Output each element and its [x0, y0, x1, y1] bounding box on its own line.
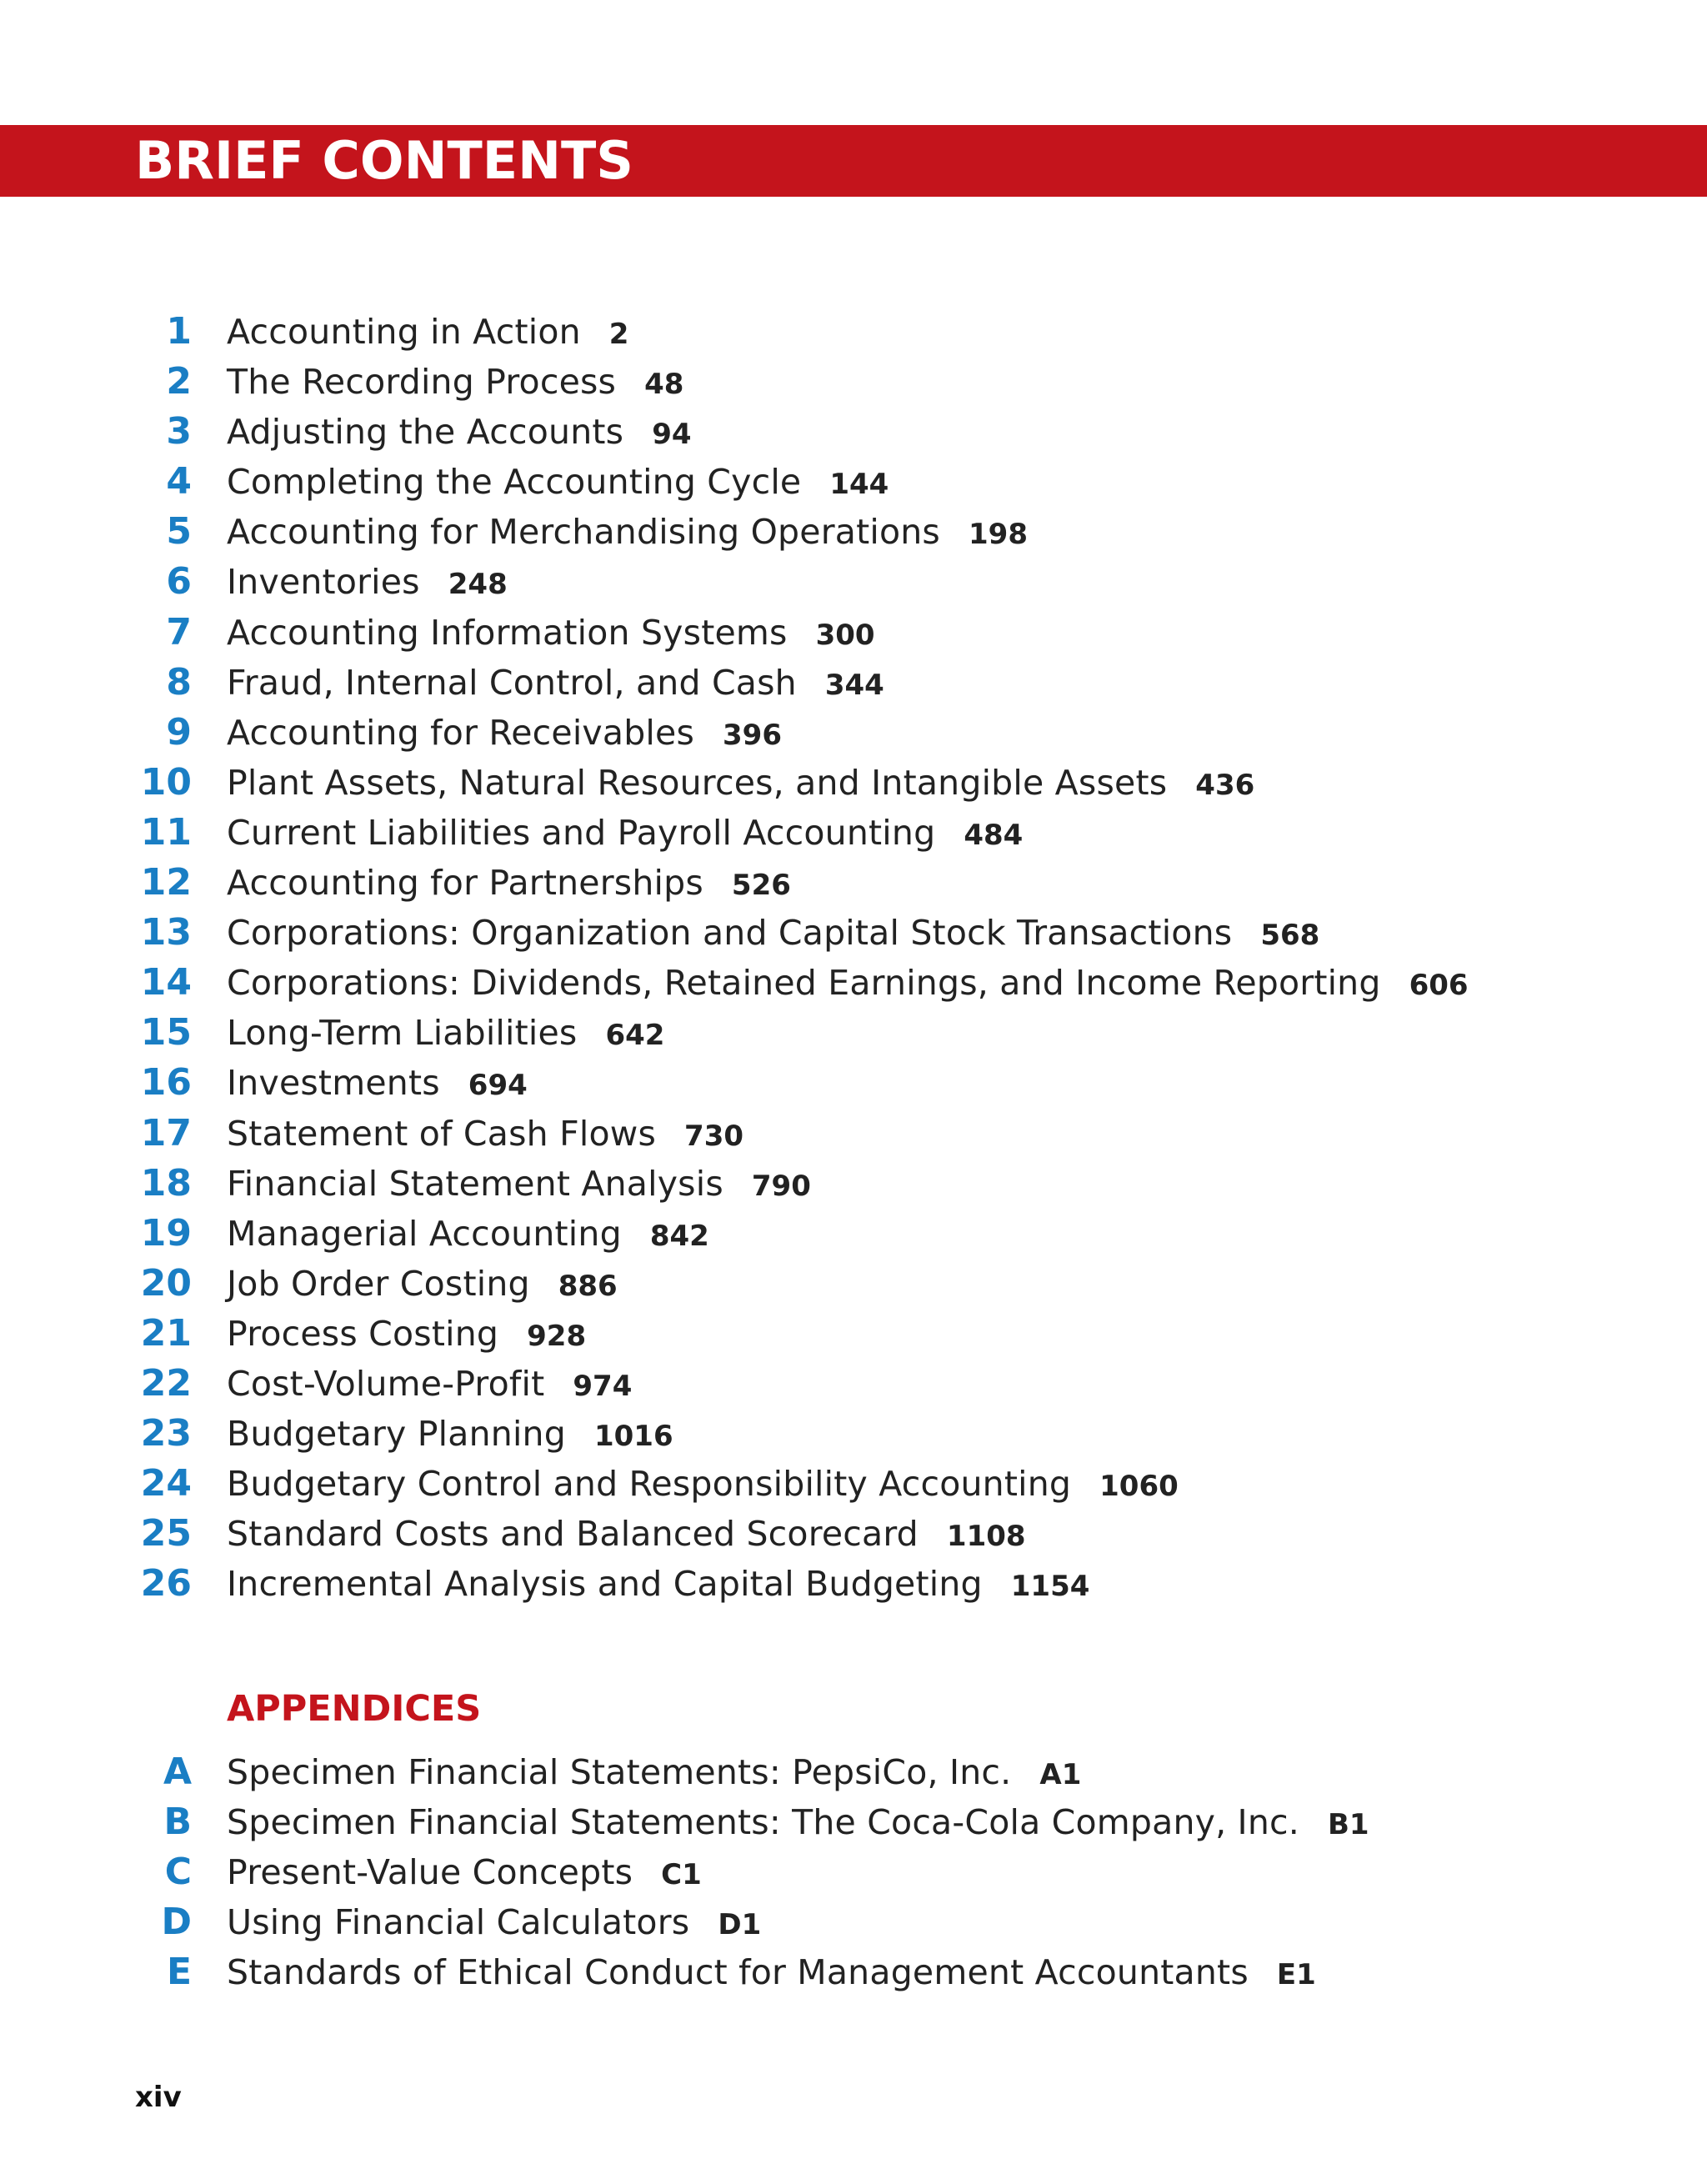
chapter-row-title: Investments	[227, 1063, 440, 1104]
chapter-row-entry	[227, 1509, 1026, 1566]
appendix-row-number: D	[161, 1901, 192, 1944]
chapter-row[interactable]	[0, 958, 1707, 1008]
chapter-row-entry	[227, 1008, 664, 1065]
chapter-row-title: Managerial Accounting	[227, 1213, 622, 1254]
appendix-row-title: Using Financial Calculators	[227, 1902, 690, 1943]
appendix-row[interactable]	[0, 1797, 1707, 1847]
chapter-row-number: 18	[140, 1161, 192, 1205]
appendix-row-entry	[227, 1797, 1369, 1855]
chapter-row-entry	[227, 958, 1469, 1015]
chapter-row-entry	[227, 557, 508, 614]
chapter-row-entry	[227, 1058, 528, 1115]
chapter-row-entry	[227, 357, 683, 414]
appendix-list	[0, 1747, 1707, 1997]
chapter-row-title: Cost-Volume-Profit	[227, 1363, 545, 1404]
chapter-row-entry	[227, 708, 782, 765]
chapter-row-number: 19	[140, 1211, 192, 1255]
chapter-row-entry	[227, 507, 1028, 564]
chapter-row-page-number: 198	[969, 518, 1028, 552]
chapter-row-number: 24	[140, 1462, 192, 1505]
chapter-row-page-number: 344	[824, 668, 884, 702]
chapter-row[interactable]	[0, 808, 1707, 858]
chapter-row-number: 4	[166, 460, 192, 503]
chapter-row-title: Financial Statement Analysis	[227, 1163, 723, 1204]
appendix-row-title: Present-Value Concepts	[227, 1852, 633, 1893]
chapter-row-page-number: 842	[649, 1219, 709, 1253]
chapter-row-entry	[227, 1159, 811, 1216]
chapter-list	[0, 307, 1707, 1609]
chapter-row-number: 13	[140, 911, 192, 954]
chapter-row-page-number: 526	[731, 869, 791, 903]
chapter-row-entry	[227, 1359, 632, 1416]
chapter-row-title: Budgetary Planning	[227, 1414, 566, 1455]
chapter-row-page-number: 928	[527, 1319, 587, 1353]
chapter-row[interactable]	[0, 1359, 1707, 1409]
chapter-row-entry	[227, 1459, 1179, 1516]
chapter-row-entry	[227, 307, 628, 364]
chapter-row-title: Plant Assets, Natural Resources, and Intangible Assets	[227, 762, 1168, 803]
chapter-row-page-number: 300	[815, 618, 875, 652]
appendix-row-title: Specimen Financial Statements: PepsiCo, Inc.	[227, 1752, 1012, 1792]
appendix-row-page-number: B1	[1328, 1808, 1369, 1842]
chapter-row-page-number: 144	[829, 468, 889, 502]
chapter-row-entry	[227, 1259, 618, 1316]
chapter-row-number: 8	[166, 660, 192, 704]
chapter-row[interactable]	[0, 608, 1707, 658]
appendices-heading: APPENDICES	[227, 1688, 482, 1730]
chapter-row-number: 16	[140, 1061, 192, 1105]
appendix-row[interactable]	[0, 1897, 1707, 1947]
chapter-row-page-number: 568	[1260, 919, 1320, 953]
chapter-row-number: 26	[140, 1562, 192, 1605]
chapter-row[interactable]	[0, 1058, 1707, 1108]
chapter-row-title: Statement of Cash Flows	[227, 1113, 657, 1154]
chapter-row-number: 5	[166, 510, 192, 554]
chapter-row[interactable]	[0, 1209, 1707, 1259]
appendix-row-title: Standards of Ethical Conduct for Management Accountants	[227, 1952, 1249, 1993]
chapter-row-page-number: 642	[605, 1019, 665, 1053]
chapter-row-title: Corporations: Dividends, Retained Earnings, and Income Reporting	[227, 963, 1381, 1004]
chapter-row-number: 7	[166, 610, 192, 654]
appendix-row[interactable]	[0, 1847, 1707, 1897]
chapter-row-title: Process Costing	[227, 1313, 499, 1354]
chapter-row-page-number: 1108	[946, 1520, 1026, 1554]
chapter-row-number: 11	[140, 810, 192, 854]
folio-page-number: xiv	[135, 2081, 182, 2114]
chapter-row-page-number: 48	[644, 368, 684, 402]
chapter-row-title: Accounting for Merchandising Operations	[227, 512, 940, 553]
chapter-row-number: 9	[166, 710, 192, 754]
chapter-row[interactable]	[0, 357, 1707, 407]
chapter-row[interactable]	[0, 1008, 1707, 1058]
chapter-row-entry	[227, 1209, 709, 1266]
chapter-row-title: Standard Costs and Balanced Scorecard	[227, 1514, 919, 1555]
chapter-row-page-number: 436	[1195, 768, 1255, 802]
appendix-row-page-number: C1	[661, 1858, 702, 1892]
chapter-row[interactable]	[0, 307, 1707, 357]
chapter-row[interactable]	[0, 758, 1707, 808]
chapter-row[interactable]	[0, 457, 1707, 507]
chapter-row[interactable]	[0, 1309, 1707, 1359]
chapter-row-number: 23	[140, 1412, 192, 1455]
chapter-row[interactable]	[0, 1409, 1707, 1459]
chapter-row-page-number: 886	[558, 1269, 618, 1303]
chapter-row-page-number: 1016	[593, 1420, 673, 1454]
chapter-row-page-number: 396	[723, 718, 782, 752]
chapter-row-page-number: 730	[684, 1119, 744, 1153]
chapter-row[interactable]	[0, 407, 1707, 457]
chapter-row-entry	[227, 908, 1319, 965]
chapter-row-number: 17	[140, 1111, 192, 1155]
chapter-row-page-number: 1154	[1010, 1570, 1090, 1604]
chapter-row[interactable]	[0, 1259, 1707, 1309]
chapter-row-entry	[227, 1409, 673, 1466]
chapter-row-title: Accounting in Action	[227, 312, 581, 352]
chapter-row-title: Incremental Analysis and Capital Budgeting	[227, 1564, 983, 1605]
chapter-row-title: Job Order Costing	[227, 1263, 530, 1304]
chapter-row[interactable]	[0, 1509, 1707, 1559]
chapter-row-page-number: 2	[608, 318, 629, 351]
chapter-row-title: Current Liabilities and Payroll Accounting	[227, 812, 936, 853]
chapter-row[interactable]	[0, 908, 1707, 958]
appendix-row-entry	[227, 1897, 761, 1955]
appendix-row-entry	[227, 1747, 1081, 1805]
appendix-row[interactable]	[0, 1947, 1707, 1997]
chapter-row-title: Accounting for Receivables	[227, 712, 695, 753]
chapter-row-number: 10	[140, 760, 192, 804]
chapter-row-page-number: 484	[964, 818, 1024, 852]
appendix-row-number: E	[166, 1951, 192, 1994]
appendix-row-page-number: D1	[718, 1908, 762, 1942]
chapter-row-title: Accounting for Partnerships	[227, 863, 703, 904]
chapter-row-page-number: 606	[1409, 969, 1469, 1003]
appendix-row-number: C	[164, 1851, 192, 1894]
chapter-row-page-number: 248	[448, 568, 508, 602]
page-title: BRIEF CONTENTS	[135, 130, 633, 191]
appendix-row-entry	[227, 1947, 1316, 2005]
chapter-row-number: 22	[140, 1361, 192, 1405]
chapter-row[interactable]	[0, 1159, 1707, 1209]
appendix-row-page-number: A1	[1039, 1758, 1082, 1791]
chapter-row-number: 25	[140, 1512, 192, 1555]
appendix-row-page-number: E1	[1276, 1958, 1316, 1992]
appendix-row-entry	[227, 1847, 702, 1905]
chapter-row[interactable]	[0, 557, 1707, 607]
chapter-row[interactable]	[0, 658, 1707, 708]
chapter-row-title: Completing the Accounting Cycle	[227, 462, 802, 503]
chapter-row[interactable]	[0, 1459, 1707, 1509]
chapter-row[interactable]	[0, 1109, 1707, 1159]
chapter-row-title: Fraud, Internal Control, and Cash	[227, 662, 797, 703]
chapter-row[interactable]	[0, 1559, 1707, 1609]
appendix-row-number: B	[163, 1801, 192, 1844]
chapter-row-title: Corporations: Organization and Capital Stock Transactions	[227, 913, 1233, 954]
chapter-row-entry	[227, 608, 875, 665]
chapter-row-number: 14	[140, 961, 192, 1004]
chapter-row-title: The Recording Process	[227, 362, 617, 403]
chapter-row-number: 1	[166, 310, 192, 353]
chapter-row-title: Adjusting the Accounts	[227, 412, 624, 453]
chapter-row-number: 2	[166, 360, 192, 403]
chapter-row-page-number: 974	[573, 1369, 633, 1403]
chapter-row-number: 12	[140, 861, 192, 904]
chapter-row-entry	[227, 457, 889, 514]
appendix-row[interactable]	[0, 1747, 1707, 1797]
chapter-row-number: 15	[140, 1011, 192, 1054]
chapter-row-entry	[227, 1109, 743, 1166]
chapter-row-entry	[227, 808, 1023, 865]
chapter-row-number: 21	[140, 1311, 192, 1355]
chapter-row[interactable]	[0, 708, 1707, 758]
chapter-row-page-number: 1060	[1099, 1470, 1179, 1504]
chapter-row-title: Long-Term Liabilities	[227, 1013, 578, 1054]
chapter-row-title: Inventories	[227, 562, 420, 603]
chapter-row[interactable]	[0, 507, 1707, 557]
chapter-row-title: Accounting Information Systems	[227, 612, 788, 653]
chapter-row-entry	[227, 858, 791, 915]
chapter-row-entry	[227, 1559, 1089, 1616]
chapter-row-entry	[227, 658, 884, 715]
chapter-row-number: 3	[166, 410, 192, 453]
chapter-row-page-number: 790	[751, 1169, 811, 1203]
appendix-row-title: Specimen Financial Statements: The Coca-Cola Company, Inc.	[227, 1802, 1300, 1843]
chapter-row[interactable]	[0, 858, 1707, 908]
chapter-row-number: 6	[166, 560, 192, 604]
chapter-row-number: 20	[140, 1261, 192, 1305]
chapter-row-page-number: 694	[468, 1069, 528, 1103]
chapter-row-page-number: 94	[652, 418, 692, 452]
chapter-row-entry	[227, 758, 1254, 815]
appendix-row-number: A	[163, 1751, 192, 1793]
chapter-row-title: Budgetary Control and Responsibility Accounting	[227, 1464, 1072, 1505]
chapter-row-entry	[227, 1309, 586, 1366]
chapter-row-entry	[227, 407, 692, 464]
